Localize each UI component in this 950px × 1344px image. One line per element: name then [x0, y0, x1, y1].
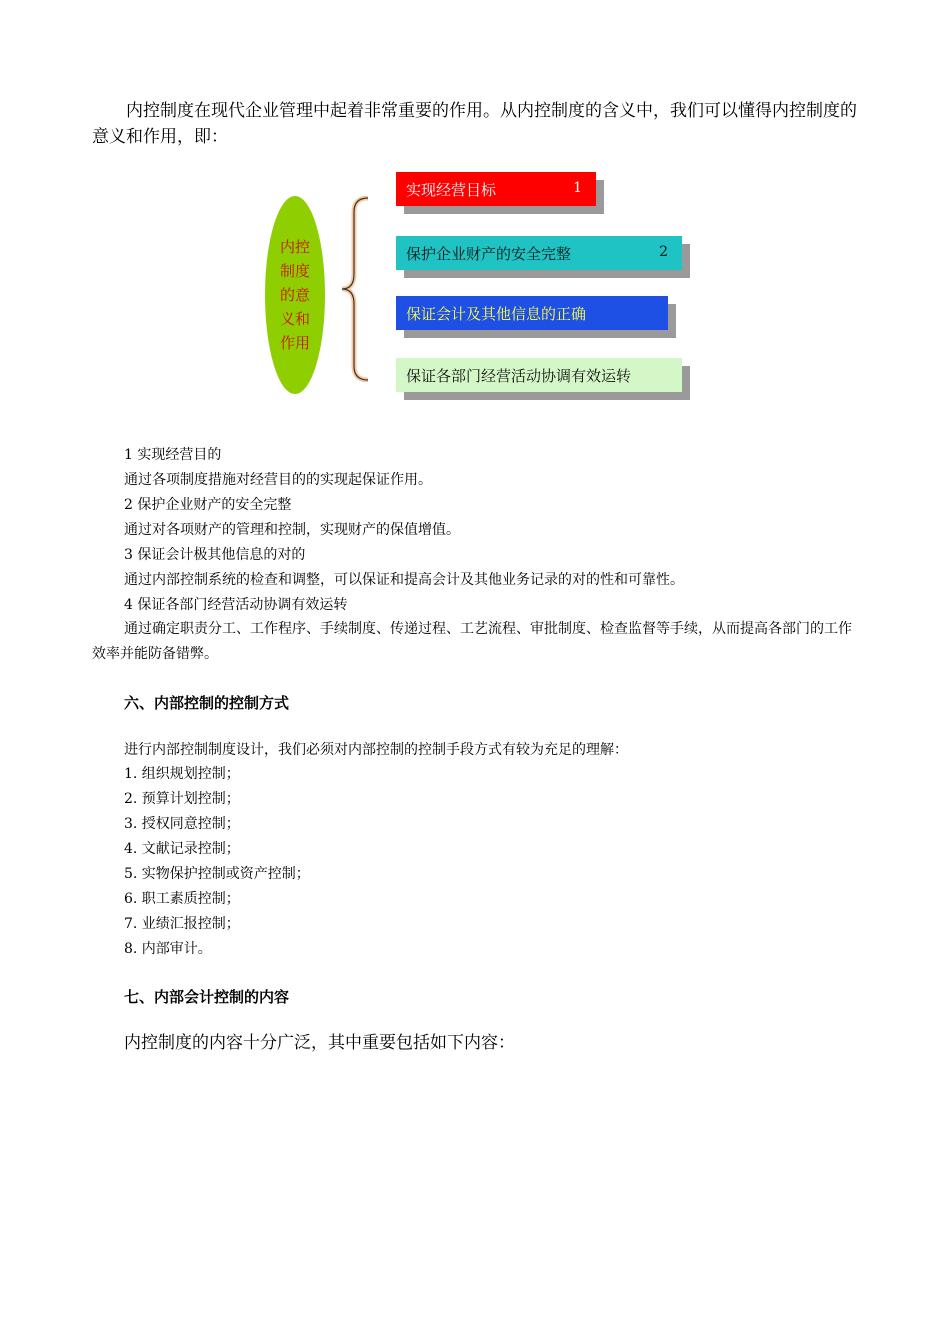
method-item: 4. 文献记录控制； [124, 841, 240, 857]
box-number: 2 [659, 244, 668, 260]
box-label: 保护企业财产的安全完整 [406, 244, 572, 263]
box-number: 1 [573, 180, 582, 196]
box-label: 保证会计及其他信息的正确 [406, 304, 587, 323]
diagram-box-2 [396, 236, 682, 270]
method-item: 6. 职工素质控制； [124, 891, 240, 907]
method-item: 1. 组织规划控制； [124, 766, 240, 782]
method-item: 5. 实物保护控制或资产控制； [124, 866, 310, 882]
diagram-box-1 [396, 172, 596, 206]
point-1-title: 1 实现经营目的 [124, 447, 222, 463]
point-4-body: 通过确定职责分工、工作程序、手续制度、传递过程、工艺流程、审批制度、检查监督等手续，从而提高各部门的工作效率并能防备错弊。 [92, 621, 852, 662]
point-3-title: 3 保证会计极其他信息的对的 [124, 547, 306, 563]
intro-paragraph: 内控制度在现代企业管理中起着非常重要的作用。从内控制度的含义中，我们可以懂得内控制度的意义和作用，即： [92, 101, 857, 147]
center-line: 的意 [279, 286, 310, 304]
point-2-title: 2 保护企业财产的安全完整 [124, 497, 292, 513]
section-7-intro: 内控制度的内容十分广泛，其中重要包括如下内容： [124, 1033, 515, 1053]
section-7-heading: 七、内部会计控制的内容 [124, 988, 290, 1006]
diagram-box-3 [396, 296, 668, 330]
center-line: 义和 [279, 310, 310, 328]
method-item: 8. 内部审计。 [124, 941, 212, 957]
curly-brace [340, 196, 370, 382]
purpose-diagram [260, 168, 700, 408]
center-line: 内控 [279, 238, 310, 256]
center-ellipse [265, 196, 325, 394]
method-item: 3. 授权同意控制； [124, 816, 240, 832]
center-line: 作用 [279, 334, 310, 352]
point-2-body: 通过对各项财产的管理和控制，实现财产的保值增值。 [124, 522, 460, 538]
box-label: 实现经营目标 [406, 180, 497, 199]
point-4-title: 4 保证各部门经营活动协调有效运转 [124, 597, 348, 613]
diagram-box-4 [396, 358, 682, 392]
center-label [275, 235, 315, 355]
box-label: 保证各部门经营活动协调有效运转 [406, 366, 632, 385]
method-item: 2. 预算计划控制； [124, 791, 240, 807]
section-6-heading: 六、内部控制的控制方式 [124, 694, 290, 712]
section-6-intro: 进行内部控制制度设计，我们必须对内部控制的控制手段方式有较为充足的理解： [124, 742, 628, 758]
point-1-body: 通过各项制度措施对经营目的的实现起保证作用。 [124, 472, 432, 488]
center-line: 制度 [279, 262, 310, 280]
point-3-body: 通过内部控制系统的检查和调整，可以保证和提高会计及其他业务记录的对的性和可靠性。 [124, 572, 684, 588]
method-item: 7. 业绩汇报控制； [124, 916, 240, 932]
